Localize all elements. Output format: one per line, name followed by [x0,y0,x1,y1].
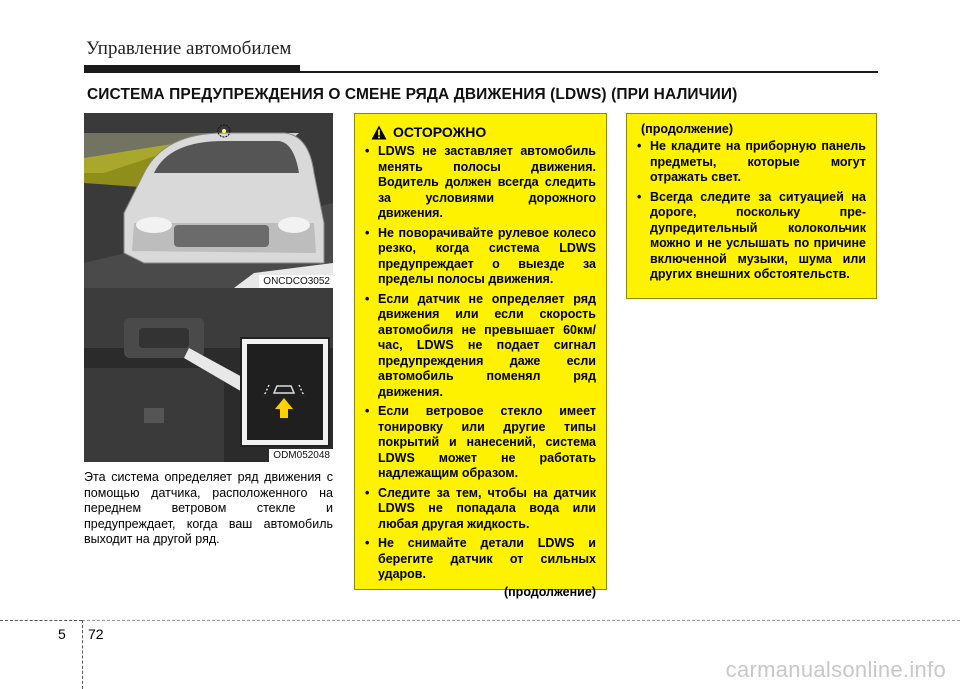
warning-continued-item: • Всегда следите за ситуацией на дороге, поскольку пре-дупредительный колокольчик можно и не услышать по причине включенной музыки, шума или других внешних обстоятельств. [637,190,866,283]
warning-item: • Если ветровое стекло имеет тонировку или другие типы покрытий и нанесений, система LDWS может не работать надлежащим образом. [365,404,596,482]
dashboard-photo [84,288,333,462]
warning-heading-label: ОСТОРОЖНО [393,124,487,140]
footer-divider [82,620,83,689]
warning-continued-item: • Не кладите на приборную панель предметы, которые могут отражать свет. [637,139,866,186]
warning-continued-heading: (продолжение) [641,122,734,136]
warning-item: • LDWS не заставляет автомобиль менять полосы движения. Водитель должен всегда следить за условиями дорожного движения. [365,144,596,222]
header-rule-thin [84,71,878,73]
section-title: СИСТЕМА ПРЕДУПРЕЖДЕНИЯ О СМЕНЕ РЯДА ДВИЖЕНИЯ (LDWS) (ПРИ НАЛИЧИИ) [87,86,738,103]
warning-item: • Не снимайте детали LDWS и берегите датчик от сильных ударов. [365,536,596,583]
header-title: Управление автомобилем [86,38,292,59]
dashboard-illustration [84,288,333,462]
warning-list [365,144,596,583]
footer-rule-left [0,620,82,621]
car-photo-code: ONCDCO3052 [259,275,333,288]
car-photo [84,113,333,288]
warning-item: • Следите за тем, чтобы на датчик LDWS не попадала вода или любая другая жидкость. [365,486,596,533]
warning-box [354,113,607,599]
warning-continued-list [637,139,866,283]
dashboard-photo-code: ODM052048 [269,449,333,462]
warning-triangle-icon [371,125,387,140]
warning-item: • Если датчик не определяет ряд движения или если скорость автомобиля не превышает 60км/час, LDWS не подает сигнал предупреждения даже если автомобиль поменял ряд движения. [365,292,596,401]
intro-paragraph: Эта система определяет ряд движения с помощью датчика, расположенного на переднем ветровом стекле и предупреждает, когда ваш автомобиль выходит на другой ряд. [84,470,333,546]
watermark[interactable]: carmanualsonline.info [725,657,946,682]
warning-continued-label: (продолжение) [503,584,596,599]
warning-heading [371,124,596,140]
car-illustration [84,113,333,288]
page-number: 72 [88,626,104,642]
warning-continued-box [626,113,877,299]
warning-item: • Не поворачивайте рулевое колесо резко, когда система LDWS предупреждает о выезде за пределы полосы движения. [365,226,596,288]
footer-rule-right [82,620,960,621]
chapter-number: 5 [58,626,66,642]
